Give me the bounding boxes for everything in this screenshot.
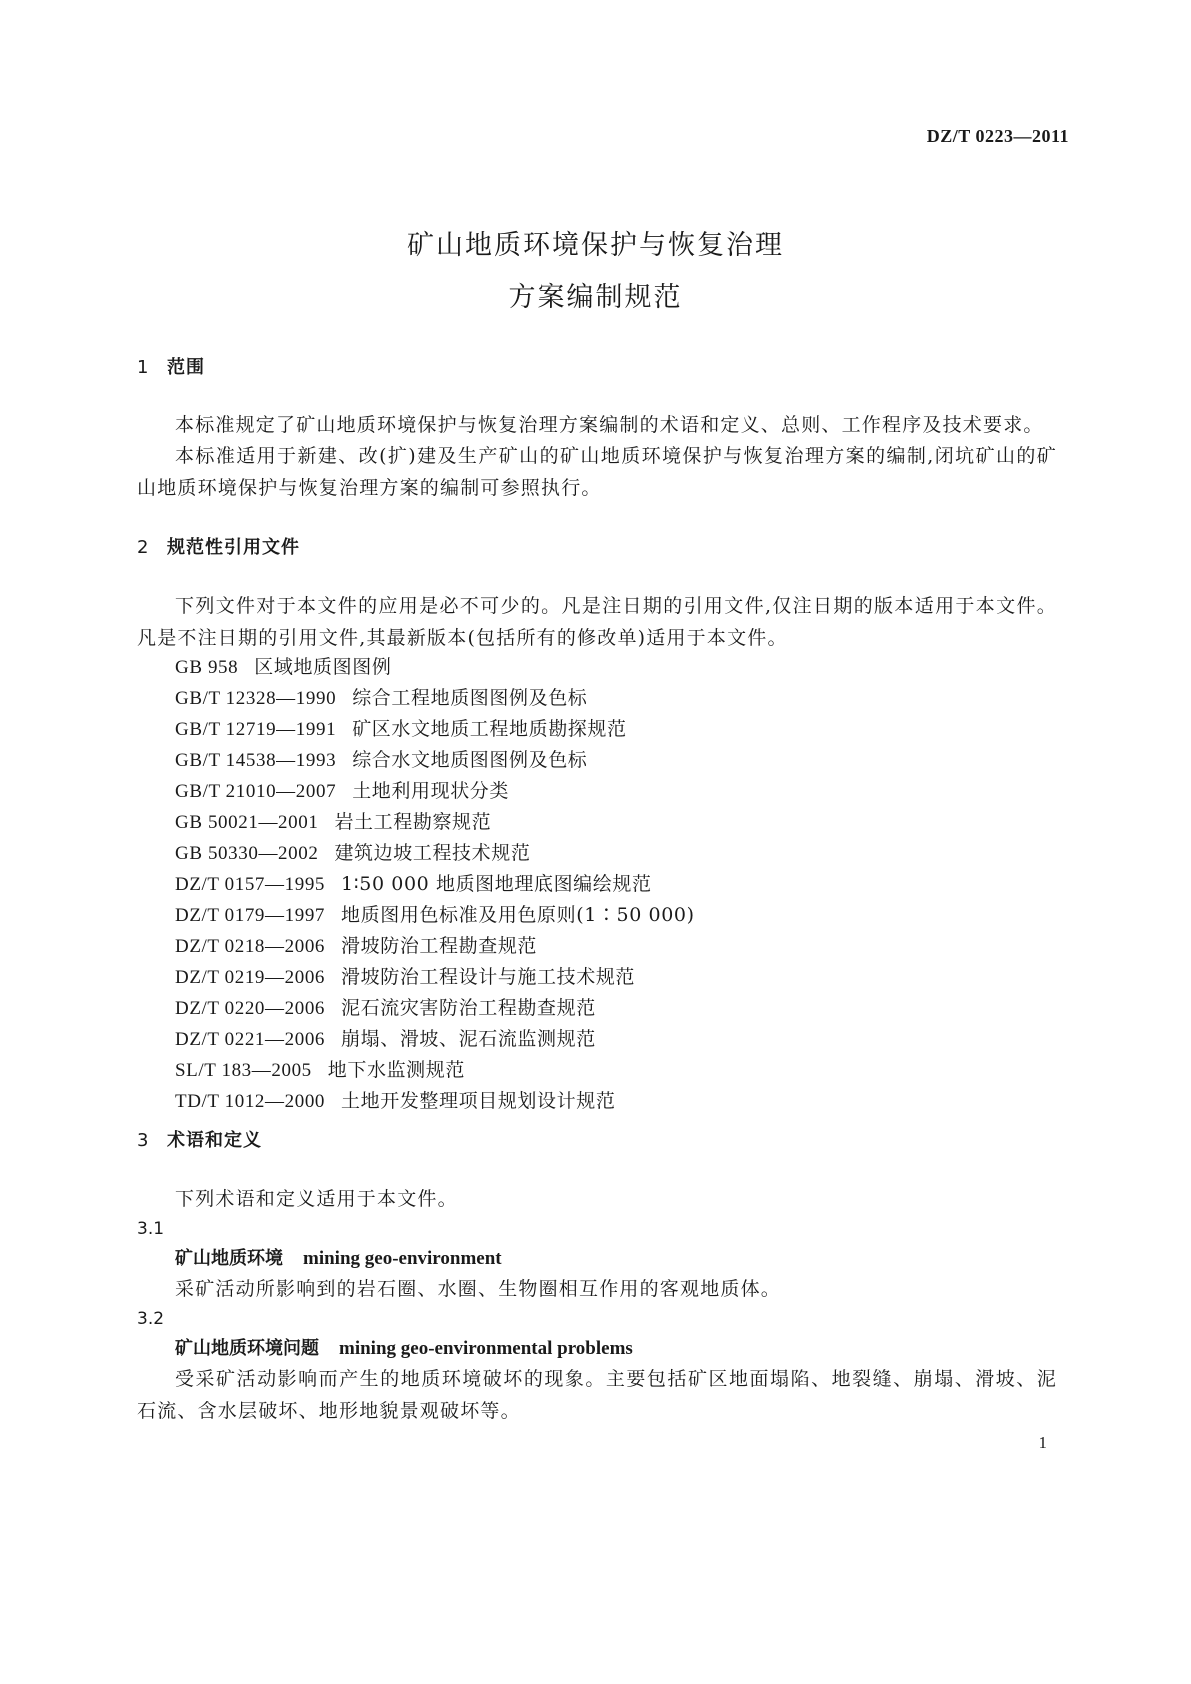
- reference-title: 滑坡防治工程勘查规范: [341, 935, 538, 957]
- reference-list: [175, 652, 1025, 1117]
- reference-code: GB 50330—2002: [175, 843, 319, 864]
- reference-title: 综合工程地质图图例及色标: [352, 687, 588, 709]
- reference-code: GB/T 12719—1991: [175, 719, 337, 740]
- clause-number: 3.2: [137, 1309, 165, 1329]
- reference-item: [175, 652, 1025, 683]
- term-definition: 受采矿活动影响而产生的地质环境破坏的现象。主要包括矿区地面塌陷、地裂缝、崩塌、滑坡、泥石流、含水层破坏、地形地貌景观破坏等。: [137, 1368, 1057, 1422]
- reference-title: 矿区水文地质工程地质勘探规范: [352, 718, 627, 740]
- term-entry: [175, 1243, 502, 1275]
- reference-title: 泥石流灾害防治工程勘查规范: [341, 997, 596, 1019]
- section-1-paragraph-2: 本标准适用于新建、改(扩)建及生产矿山的矿山地质环境保护与恢复治理方案的编制,闭坑矿山的矿山地质环境保护与恢复治理方案的编制可参照执行。: [137, 445, 1057, 499]
- reference-title: 地下水监测规范: [327, 1059, 465, 1081]
- section-number: 3: [137, 1130, 150, 1151]
- reference-item: [175, 931, 1025, 962]
- reference-title: 区域地质图图例: [254, 656, 392, 678]
- title-line-2: 方案编制规范: [508, 282, 683, 313]
- term-chinese: 矿山地质环境问题: [175, 1338, 319, 1359]
- reference-item: [175, 745, 1025, 776]
- reference-item: [175, 1086, 1025, 1117]
- reference-item: [175, 1055, 1025, 1086]
- reference-item: [175, 776, 1025, 807]
- section-1-heading: [137, 352, 205, 384]
- reference-code: GB/T 21010—2007: [175, 781, 337, 802]
- reference-code: SL/T 183—2005: [175, 1060, 312, 1081]
- reference-code: GB 50021—2001: [175, 812, 319, 833]
- reference-code: DZ/T 0220—2006: [175, 998, 326, 1019]
- reference-title: 综合水文地质图图例及色标: [352, 749, 588, 771]
- clause-number: 3.1: [137, 1219, 165, 1239]
- term-entry: [175, 1333, 633, 1365]
- reference-code: DZ/T 0219—2006: [175, 967, 326, 988]
- reference-item: [175, 714, 1025, 745]
- section-3-intro: 下列术语和定义适用于本文件。: [175, 1188, 458, 1210]
- reference-item: [175, 807, 1025, 838]
- section-title: 术语和定义: [167, 1130, 262, 1151]
- term-english: mining geo-environmental problems: [339, 1338, 633, 1359]
- reference-code: GB/T 12328—1990: [175, 688, 337, 709]
- reference-title: 建筑边坡工程技术规范: [334, 842, 531, 864]
- reference-item: [175, 869, 1025, 900]
- title-line-1: 矿山地质环境保护与恢复治理: [407, 230, 784, 261]
- section-number: 2: [137, 537, 150, 558]
- section-2-intro: 下列文件对于本文件的应用是必不可少的。凡是注日期的引用文件,仅注日期的版本适用于本文件。凡是不注日期的引用文件,其最新版本(包括所有的修改单)适用于本文件。: [137, 595, 1057, 649]
- reference-title: 地质图用色标准及用色原则(1∶50 000): [341, 904, 695, 926]
- reference-item: [175, 1024, 1025, 1055]
- reference-item: [175, 683, 1025, 714]
- reference-code: DZ/T 0157—1995: [175, 874, 326, 895]
- term-chinese: 矿山地质环境: [175, 1248, 283, 1269]
- section-number: 1: [137, 357, 150, 378]
- reference-title: 崩塌、滑坡、泥石流监测规范: [341, 1028, 596, 1050]
- reference-code: GB 958: [175, 657, 239, 678]
- term-definition: 采矿活动所影响到的岩石圈、水圈、生物圈相互作用的客观地质体。: [175, 1278, 782, 1300]
- section-1-paragraph-1: 本标准规定了矿山地质环境保护与恢复治理方案编制的术语和定义、总则、工作程序及技术要求。: [175, 414, 1044, 436]
- page-number: 1: [1038, 1433, 1047, 1452]
- reference-title: 岩土工程勘察规范: [334, 811, 492, 833]
- reference-item: [175, 962, 1025, 993]
- reference-title: 滑坡防治工程设计与施工技术规范: [341, 966, 636, 988]
- section-3-heading: [137, 1125, 262, 1157]
- reference-code: DZ/T 0221—2006: [175, 1029, 326, 1050]
- term-english: mining geo-environment: [303, 1248, 502, 1269]
- reference-title: 土地开发整理项目规划设计规范: [341, 1090, 616, 1112]
- standard-code: DZ/T 0223—2011: [926, 126, 1069, 146]
- section-title: 范围: [167, 357, 205, 378]
- document-title: [0, 220, 1191, 324]
- section-title: 规范性引用文件: [167, 537, 300, 558]
- reference-code: DZ/T 0218—2006: [175, 936, 326, 957]
- reference-code: GB/T 14538—1993: [175, 750, 337, 771]
- reference-title: 土地利用现状分类: [352, 780, 509, 802]
- section-2-heading: [137, 532, 300, 564]
- reference-code: TD/T 1012—2000: [175, 1091, 326, 1112]
- reference-item: [175, 993, 1025, 1024]
- reference-item: [175, 838, 1025, 869]
- reference-title: 1∶50 000 地质图地理底图编绘规范: [341, 873, 652, 895]
- reference-code: DZ/T 0179—1997: [175, 905, 326, 926]
- reference-item: [175, 900, 1025, 931]
